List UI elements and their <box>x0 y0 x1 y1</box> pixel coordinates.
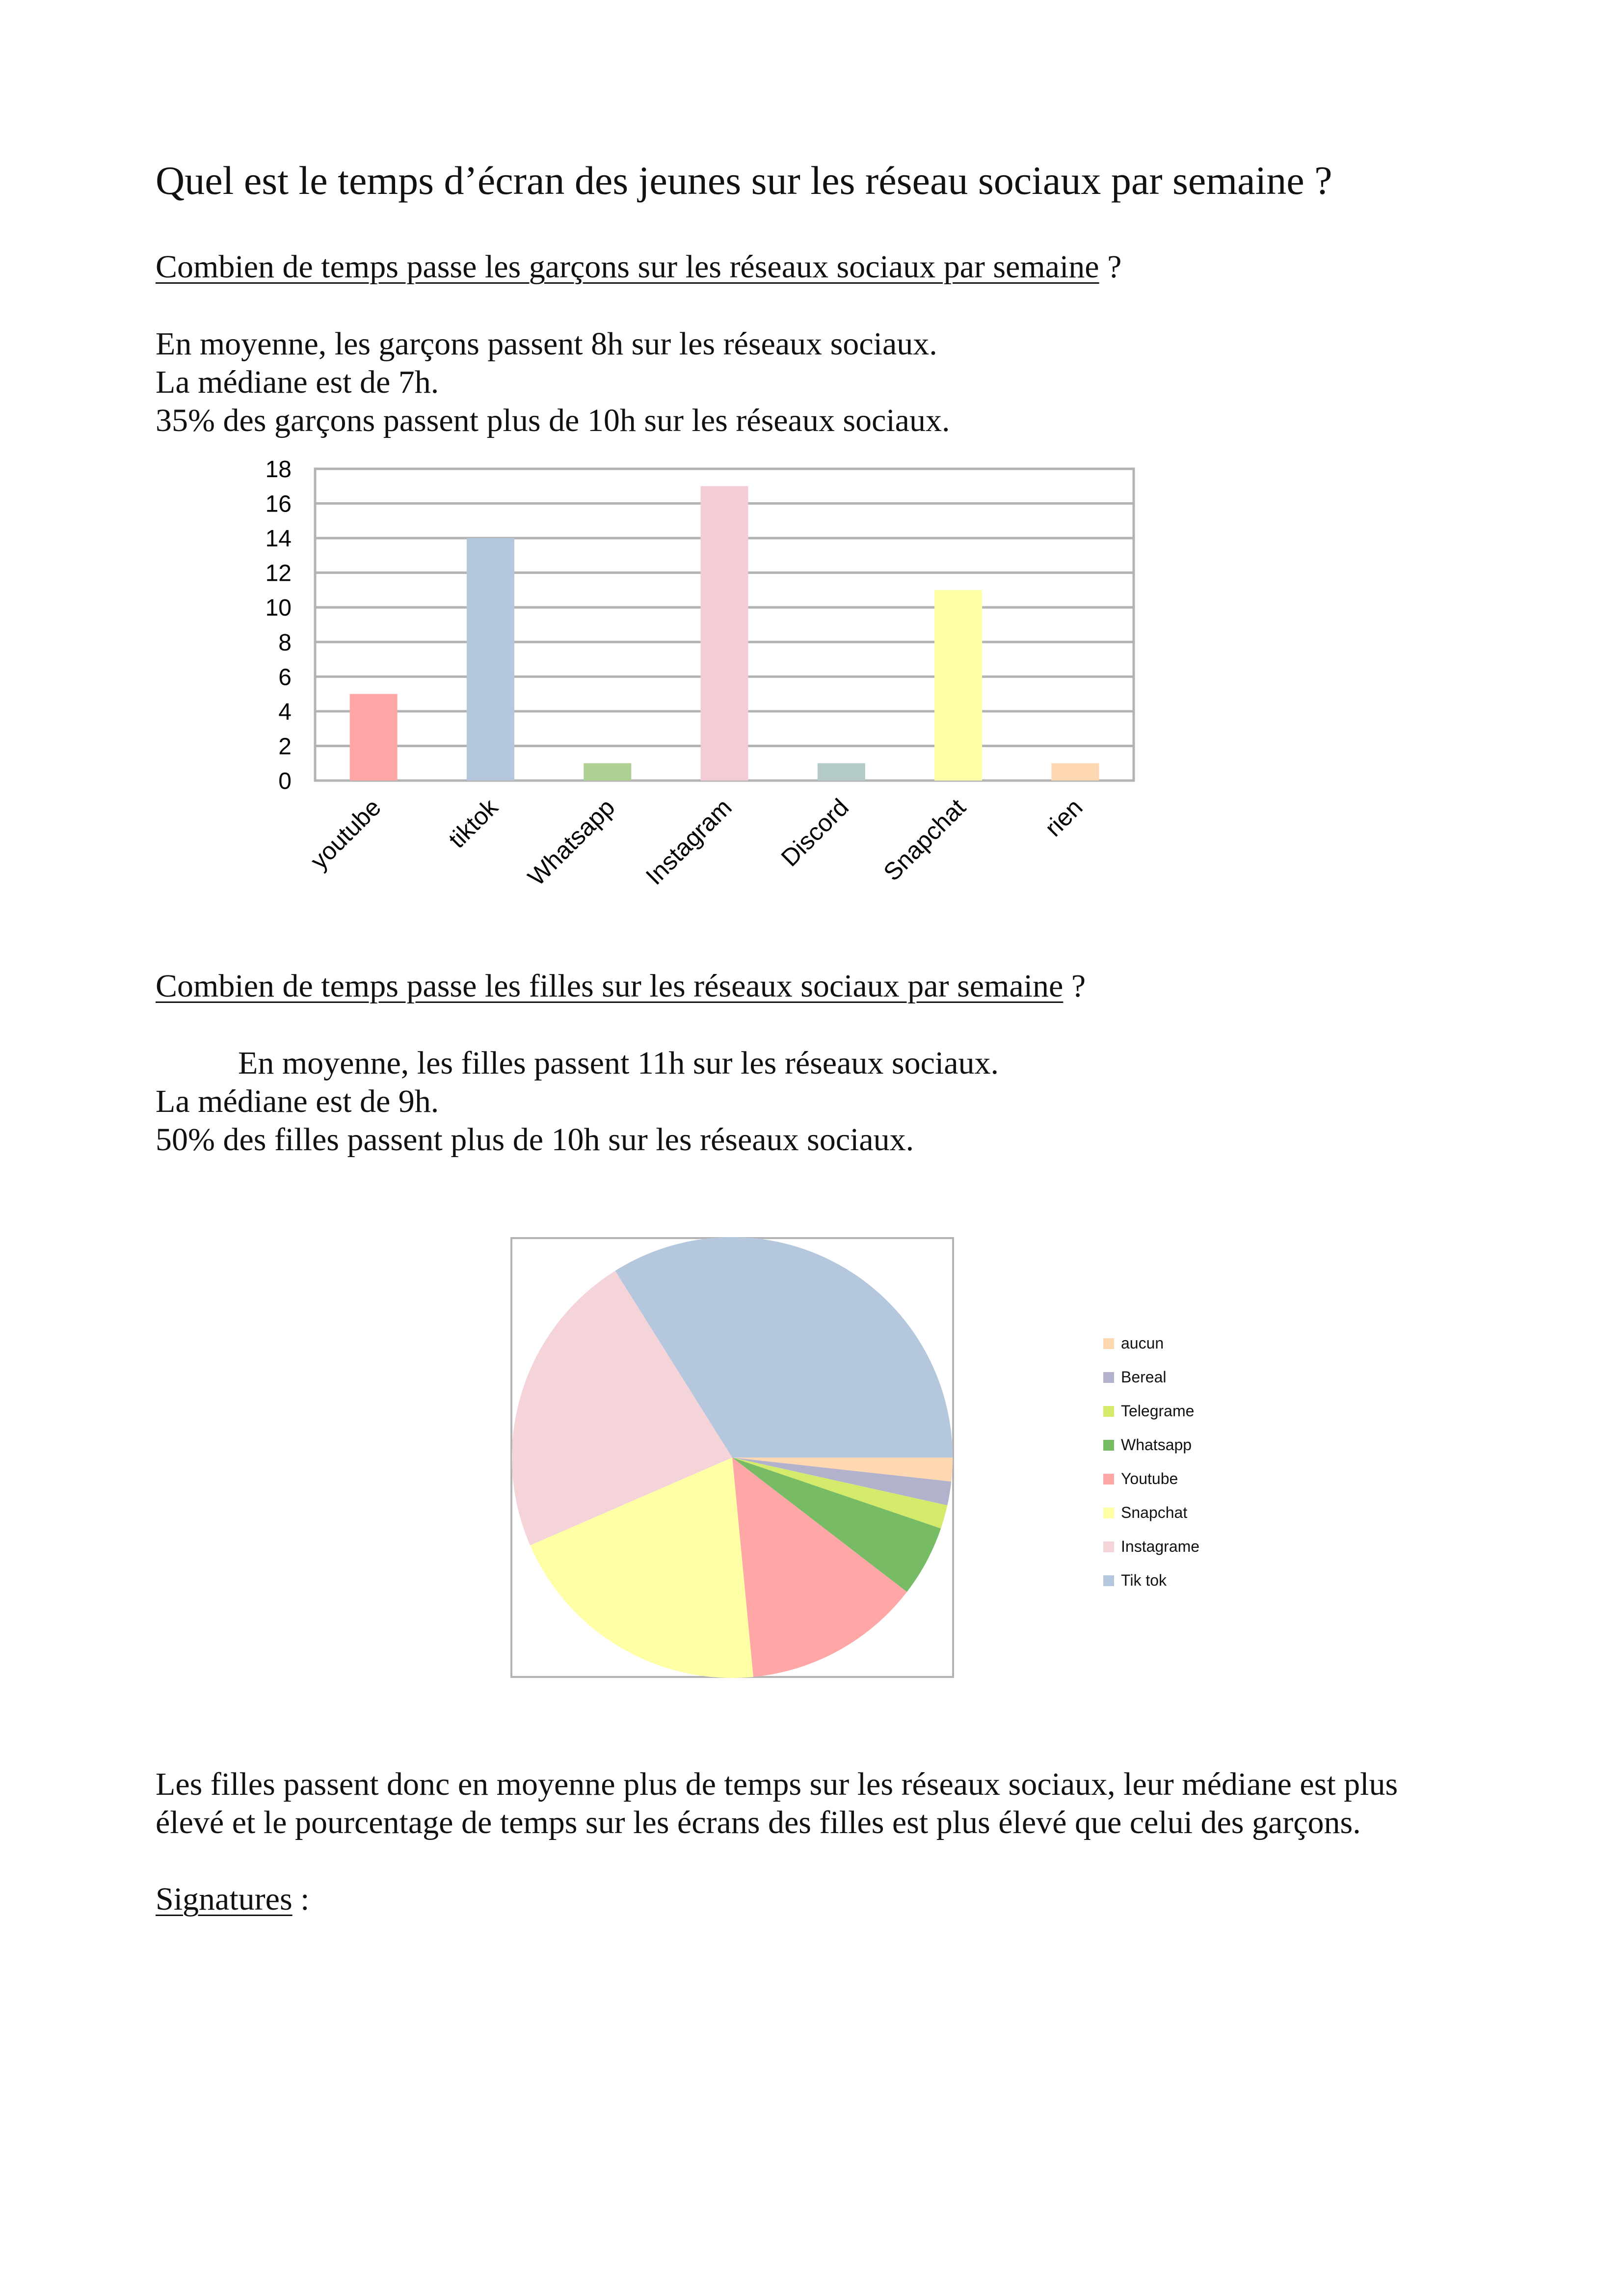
legend-item <box>1103 1462 1199 1496</box>
legend-item <box>1103 1394 1199 1428</box>
y-tick-label: 6 <box>278 664 292 691</box>
girls-heading-suffix: ? <box>1063 968 1086 1004</box>
y-tick-label: 14 <box>265 526 292 552</box>
legend-swatch <box>1103 1372 1114 1383</box>
legend-swatch <box>1103 1440 1114 1451</box>
legend-label: Telegrame <box>1121 1402 1195 1420</box>
conclusion-line-2: élevé et le pourcentage de temps sur les écrans des filles est plus élevé que celui des garçons. <box>156 1805 1361 1840</box>
y-tick-label: 10 <box>265 595 292 621</box>
conclusion-line-1: Les filles passent donc en moyenne plus de temps sur les réseaux sociaux, leur médiane est plus <box>156 1766 1398 1802</box>
x-tick-label: Snapchat <box>878 793 971 887</box>
page-title: Quel est le temps d’écran des jeunes sur les réseau sociaux par semaine ? <box>156 158 1332 203</box>
signatures-suffix: : <box>292 1881 310 1917</box>
legend-item <box>1103 1360 1199 1394</box>
x-tick-label: rien <box>1039 793 1088 842</box>
x-tick-label: tiktok <box>443 793 504 854</box>
boys-mean: En moyenne, les garçons passent 8h sur les réseaux sociaux. <box>156 326 937 362</box>
legend-item <box>1103 1530 1199 1564</box>
legend-swatch <box>1103 1406 1114 1417</box>
girls-heading-line <box>156 967 1086 1005</box>
y-tick-label: 4 <box>278 699 292 725</box>
x-tick-label: Instagram <box>640 793 737 890</box>
legend-label: Snapchat <box>1121 1504 1188 1521</box>
legend-swatch <box>1103 1474 1114 1485</box>
x-tick-label: Discord <box>775 793 854 872</box>
boys-heading: Combien de temps passe les garçons sur les réseaux sociaux par semaine <box>156 249 1099 285</box>
legend-label: aucun <box>1121 1334 1164 1352</box>
boys-percentage: 35% des garçons passent plus de 10h sur les réseaux sociaux. <box>156 403 950 438</box>
boys-median: La médiane est de 7h. <box>156 364 439 400</box>
legend-label: Tik tok <box>1121 1571 1167 1589</box>
legend-label: Whatsapp <box>1121 1436 1192 1454</box>
legend-item <box>1103 1564 1199 1597</box>
boys-heading-line <box>156 248 1121 286</box>
bar-snapchat <box>934 590 982 781</box>
legend-swatch <box>1103 1338 1114 1349</box>
girls-median: La médiane est de 9h. <box>156 1083 439 1119</box>
legend-item <box>1103 1496 1199 1530</box>
bar-tiktok <box>467 538 514 781</box>
y-tick-label: 2 <box>278 733 292 760</box>
bar-discord <box>818 763 865 781</box>
x-tick-label: youtube <box>305 793 386 875</box>
bar-youtube <box>350 694 398 781</box>
boys-bar-chart <box>245 452 1178 923</box>
signatures-label: Signatures <box>156 1881 293 1917</box>
y-tick-label: 18 <box>265 457 292 483</box>
y-tick-label: 16 <box>265 491 292 517</box>
girls-heading: Combien de temps passe les filles sur les réseaux sociaux par semaine <box>156 968 1064 1004</box>
y-tick-label: 0 <box>278 768 292 794</box>
legend-label: Bereal <box>1121 1368 1167 1386</box>
legend-label: Instagrame <box>1121 1538 1200 1555</box>
legend-label: Youtube <box>1121 1470 1178 1487</box>
bar-whatsapp <box>584 763 631 781</box>
bar-rien <box>1051 763 1099 781</box>
boys-heading-suffix: ? <box>1099 249 1122 285</box>
legend-swatch <box>1103 1575 1114 1586</box>
pie-legend <box>1103 1326 1199 1597</box>
y-tick-label: 8 <box>278 629 292 656</box>
legend-item <box>1103 1428 1199 1462</box>
girls-pie-chart <box>510 1237 954 1678</box>
legend-swatch <box>1103 1541 1114 1552</box>
signatures-line <box>156 1880 309 1918</box>
legend-item <box>1103 1326 1199 1360</box>
bar-instagram <box>701 486 748 781</box>
girls-percentage: 50% des filles passent plus de 10h sur les réseaux sociaux. <box>156 1122 914 1158</box>
x-tick-label: Whatsapp <box>522 793 620 891</box>
legend-swatch <box>1103 1508 1114 1518</box>
girls-mean: En moyenne, les filles passent 11h sur les réseaux sociaux. <box>238 1045 999 1081</box>
y-tick-label: 12 <box>265 560 292 587</box>
